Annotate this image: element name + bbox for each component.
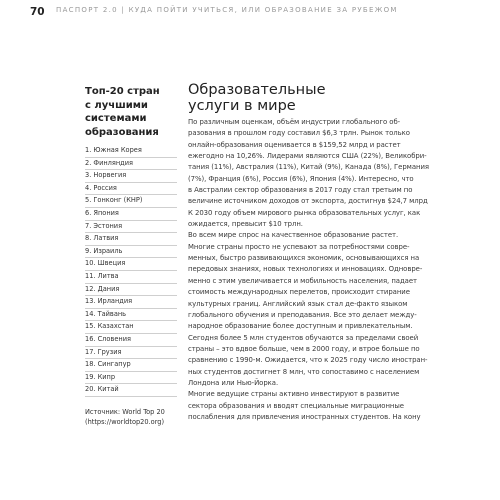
country-list-item: 13. Ирландия (85, 296, 177, 309)
source-line: (https://worldtop20.org) (85, 417, 165, 426)
sidebar-top20 (85, 85, 177, 427)
country-list-item: 10. Швеция (85, 258, 177, 271)
body-line: народное образование более доступным и привлекательным. (188, 322, 413, 331)
article-title-line: услуги в мире (188, 97, 296, 114)
body-line: Во всем мире спрос на качественное образование растет. (188, 231, 399, 240)
country-list-item: 14. Тайвань (85, 309, 177, 322)
body-line: ных студентов достигнет 8 млн, что сопоставимо с населением (188, 367, 420, 376)
country-list-item: 17. Грузия (85, 347, 177, 360)
country-list-item: 9. Израиль (85, 246, 177, 259)
body-line: стоимость международных перелетов, происходит стирание (188, 288, 410, 297)
article-title (188, 83, 436, 114)
article-body (188, 117, 436, 423)
body-line: послабления для привлечения иностранных студентов. На кону (188, 412, 421, 421)
body-line: Лондона или Нью-Йорка. (188, 378, 279, 387)
sidebar-title-line: образования (85, 126, 159, 138)
country-list-item: 18. Сингапур (85, 359, 177, 372)
country-list-item: 5. Гонконг (КНР) (85, 195, 177, 208)
article (188, 83, 436, 423)
body-line: онлайн-образования оценивается в $159,52 млрд и растет (188, 140, 401, 149)
country-ranking-list (85, 145, 177, 397)
body-line: Многие ведущие страны активно инвестируют в развитие (188, 390, 400, 399)
sidebar-title-line: с лучшими (85, 99, 148, 111)
body-line: По различным оценкам, объём индустрии глобального об- (188, 118, 401, 126)
body-line: ожидается, превысит $10 трлн. (188, 220, 303, 229)
body-line: менно с этим увеличивается и мобильность населения, падает (188, 276, 417, 285)
body-line: сравнению с 1990-м. Ожидается, что к 2025 году число иностран- (188, 356, 428, 365)
country-list-item: 3. Норвегия (85, 170, 177, 183)
country-list-item: 2. Финляндия (85, 158, 177, 171)
article-title-line: Образовательные (188, 82, 326, 98)
body-line: страны – это вдвое больше, чем в 2000 году, и втрое больше по (188, 344, 420, 353)
sidebar-title-line: системами (85, 113, 147, 124)
country-list-item: 1. Южная Корея (85, 145, 177, 158)
body-line: сектора образования и вводят специальные миграционные (188, 401, 404, 410)
source-line: Источник: World Top 20 (85, 407, 165, 416)
sidebar-title (85, 85, 177, 139)
country-list-item: 20. Китай (85, 384, 177, 397)
country-list-item: 12. Дания (85, 284, 177, 297)
country-list-item: 6. Япония (85, 208, 177, 221)
country-list-item: 4. Россия (85, 183, 177, 196)
body-line: величине источником доходов от экспорта, достигнув $24,7 млрд (188, 197, 428, 206)
body-line: в Австралии сектор образования в 2017 году стал третьим по (188, 186, 413, 195)
body-line: менных, быстро развивающихся экономик, основывающихся на (188, 254, 420, 263)
sidebar-title-line: Топ-20 стран (85, 86, 160, 97)
body-line: тания (11%), Австралия (11%), Китай (9%), Канада (8%), Германия (188, 163, 429, 172)
body-line: глобального обучения и преподавания. Все это делает между- (188, 310, 417, 319)
body-line: Многие страны просто не успевают за потребностями совре- (188, 242, 410, 251)
country-list-item: 16. Словения (85, 334, 177, 347)
country-list-item: 19. Кипр (85, 372, 177, 385)
country-list-item: 7. Эстония (85, 221, 177, 234)
body-line: Сегодня более 5 млн студентов обучаются за пределами своей (188, 333, 419, 342)
country-list-item: 8. Латвия (85, 233, 177, 246)
body-line: культурных границ. Английский язык стал де-факто языком (188, 299, 408, 308)
country-list-item: 15. Казахстан (85, 321, 177, 334)
body-line: К 2030 году объем мирового рынка образовательных услуг, как (188, 208, 421, 217)
body-line: (7%), Франция (6%), Россия (6%), Япония (4%). Интересно, что (188, 174, 414, 183)
country-list-item: 11. Литва (85, 271, 177, 284)
source-note (85, 407, 177, 427)
running-header: ПАСПОРТ 2.0 | КУДА ПОЙТИ УЧИТЬСЯ, ИЛИ ОБРАЗОВАНИЕ ЗА РУБЕЖОМ (56, 6, 398, 14)
body-line: передовых знаниях, новых технологиях и инновациях. Одновре- (188, 265, 423, 274)
page-number: 70 (30, 6, 45, 18)
body-line: разования в прошлом году составил $6,3 трлн. Рынок только (188, 129, 410, 138)
body-line: ежегодно на 10,26%. Лидерами являются США (22%), Великобри- (188, 152, 427, 161)
